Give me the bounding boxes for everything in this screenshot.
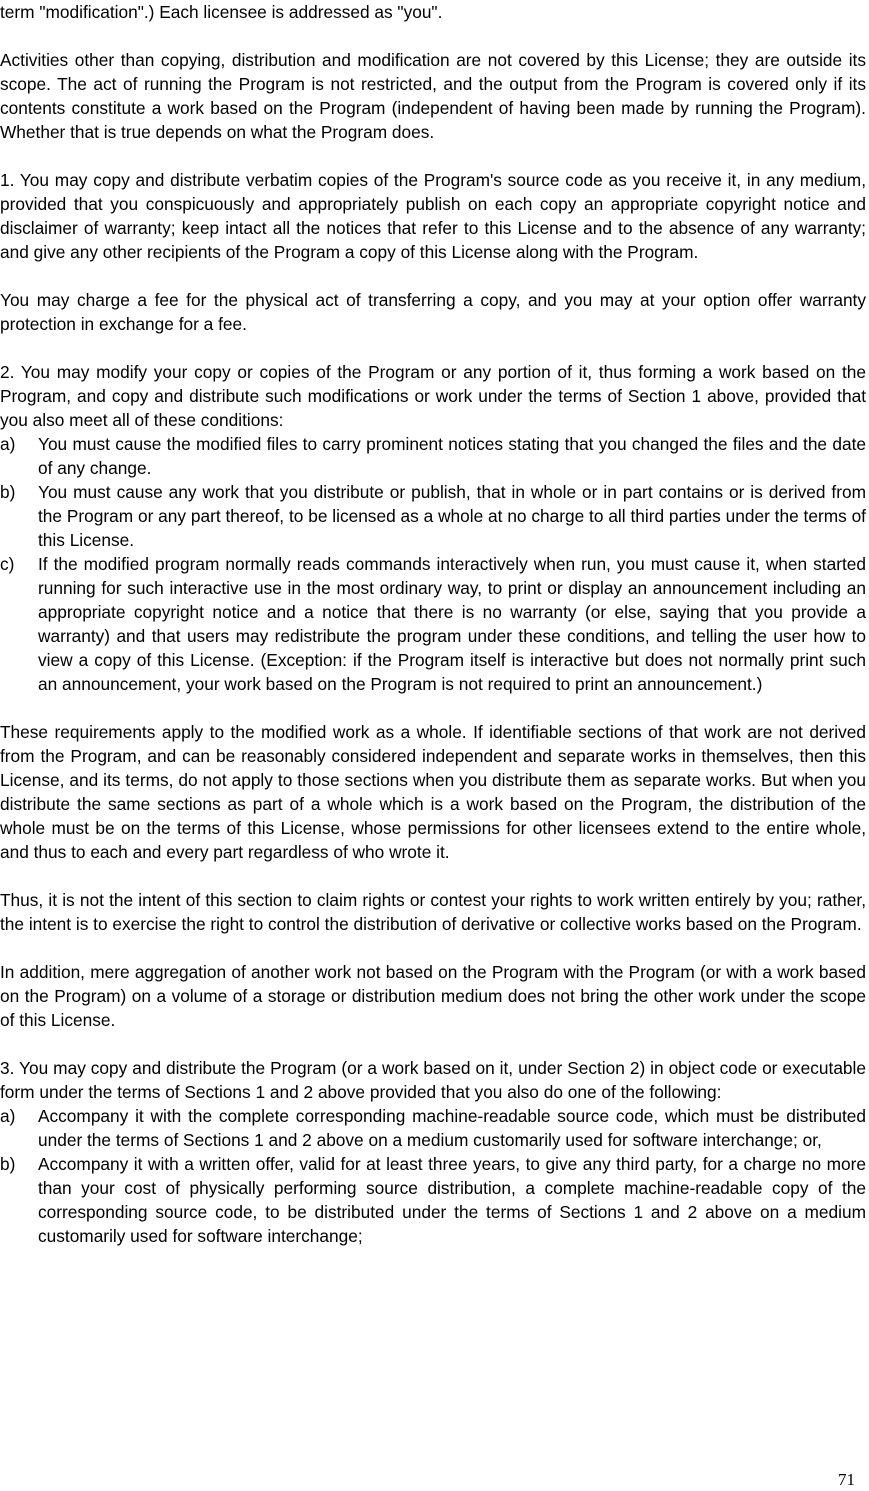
list-item-text: Accompany it with a written offer, valid for at least three years, to give any third party, for a charge no more than your cost of physically performing source distribution, a complete machine-readable copy of the corresponding source code, to be distributed under the terms of Sections 1 and 2 above on a medium customarily used for software interchange;	[38, 1154, 866, 1246]
section-2-conditions-list	[0, 432, 866, 696]
list-item	[0, 1152, 866, 1248]
paragraph-scope: Activities other than copying, distribution and modification are not covered by this License; they are outside its scope. The act of running the Program is not restricted, and the output from the Program is covered only if its contents constitute a work based on the Program (independent of having been made by running the Program). Whether that is true depends on what the Program does.	[0, 50, 866, 142]
paragraph-fee: You may charge a fee for the physical act of transferring a copy, and you may at your option offer warranty protection in exchange for a fee.	[0, 290, 866, 334]
list-item	[0, 552, 866, 696]
paragraph-section-2: 2. You may modify your copy or copies of the Program or any portion of it, thus forming a work based on the Program, and copy and distribute such modifications or work under the terms of Section 1 above, provided that you also meet all of these conditions:	[0, 362, 866, 430]
list-item	[0, 1104, 866, 1152]
page-number: 71	[838, 1470, 855, 1489]
list-item-label: b)	[0, 482, 16, 502]
paragraph-aggregation: In addition, mere aggregation of another work not based on the Program with the Program (or with a work based on the Program) on a volume of a storage or distribution medium does not bring the other work under the scope of this License.	[0, 962, 866, 1030]
paragraph-intent: Thus, it is not the intent of this section to claim rights or contest your rights to work written entirely by you; rather, the intent is to exercise the right to control the distribution of derivative or collective works based on the Program.	[0, 890, 866, 934]
list-item-label: b)	[0, 1154, 16, 1174]
list-item-text: Accompany it with the complete corresponding machine-readable source code, which must be distributed under the terms of Sections 1 and 2 above on a medium customarily used for software interchange; or,	[38, 1106, 866, 1150]
paragraph-modification-term: term "modification".) Each licensee is addressed as "you".	[0, 2, 443, 22]
paragraph-requirements: These requirements apply to the modified work as a whole. If identifiable sections of that work are not derived from the Program, and can be reasonably considered independent and separate works in themselves, then this License, and its terms, do not apply to those sections when you distribute them as separate works. But when you distribute the same sections as part of a whole which is a work based on the Program, the distribution of the whole must be on the terms of this License, whose permissions for other licensees extend to the entire whole, and thus to each and every part regardless of who wrote it.	[0, 722, 866, 862]
paragraph-section-1: 1. You may copy and distribute verbatim copies of the Program's source code as you receive it, in any medium, provided that you conspicuously and appropriately publish on each copy an appropriate copyright notice and disclaimer of warranty; keep intact all the notices that refer to this License and to the absence of any warranty; and give any other recipients of the Program a copy of this License along with the Program.	[0, 170, 866, 262]
list-item-text: If the modified program normally reads commands interactively when run, you must cause it, when started running for such interactive use in the most ordinary way, to print or display an announcement including an appropriate copyright notice and a notice that there is no warranty (or else, saying that you provide a warranty) and that users may redistribute the program under these conditions, and telling the user how to view a copy of this License. (Exception: if the Program itself is interactive but does not normally print such an announcement, your work based on the Program is not required to print an announcement.)	[38, 554, 866, 694]
paragraph-section-3: 3. You may copy and distribute the Program (or a work based on it, under Section 2) in object code or executable form under the terms of Sections 1 and 2 above provided that you also do one of the following:	[0, 1058, 866, 1102]
list-item	[0, 432, 866, 480]
list-item-text: You must cause any work that you distribute or publish, that in whole or in part contains or is derived from the Program or any part thereof, to be licensed as a whole at no charge to all third parties under the terms of this License.	[38, 482, 866, 550]
list-item	[0, 480, 866, 552]
list-item-text: You must cause the modified files to carry prominent notices stating that you changed the files and the date of any change.	[38, 434, 866, 478]
section-3-options-list	[0, 1104, 866, 1248]
list-item-label: a)	[0, 1106, 16, 1126]
list-item-label: c)	[0, 554, 15, 574]
list-item-label: a)	[0, 434, 16, 454]
